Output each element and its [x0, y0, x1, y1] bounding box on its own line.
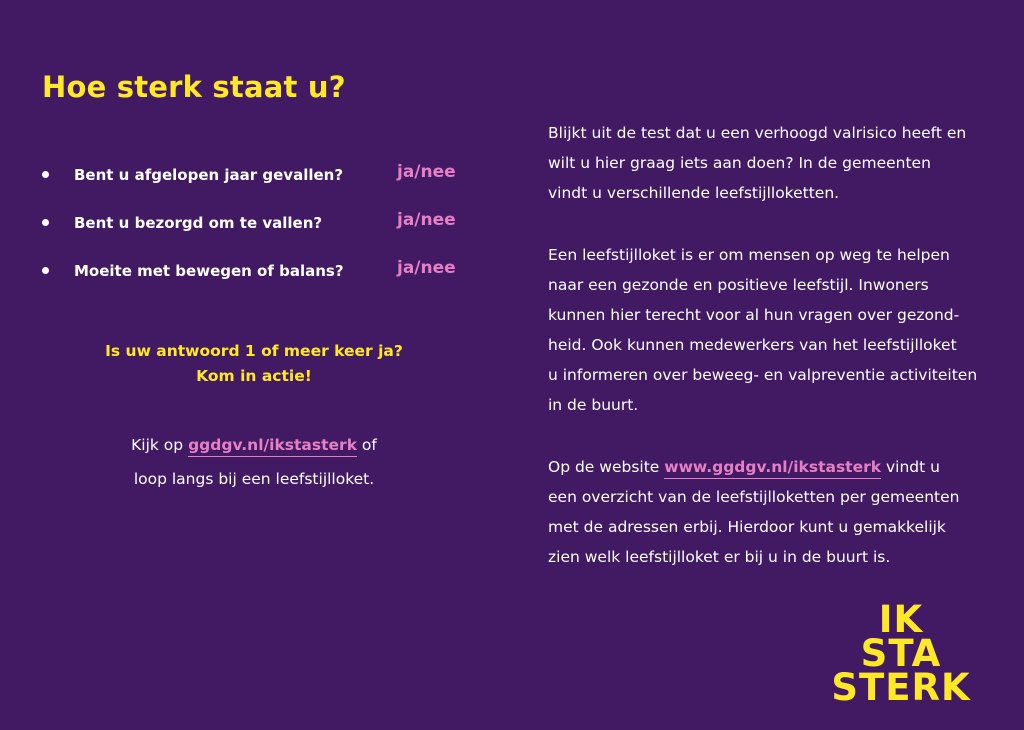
- paragraph-line: Blijkt uit de test dat u een verhoogd valrisico heeft en: [548, 124, 967, 142]
- logo-line: IK: [878, 598, 924, 641]
- page-title: Hoe sterk staat u?: [42, 70, 346, 104]
- website-prefix: Op de website: [548, 458, 665, 476]
- answer-option: ja/nee: [397, 210, 456, 230]
- paragraph-line: wilt u hier graag iets aan doen? In de gemeenten: [548, 154, 931, 172]
- website-link[interactable]: ggdgv.nl/ikstasterk: [188, 436, 357, 457]
- bullet-icon: [42, 171, 49, 178]
- bullet-icon: [42, 219, 49, 226]
- website-hint-prefix: Kijk op: [131, 436, 189, 454]
- question-item: [42, 162, 472, 190]
- paragraph-line: Een leefstijlloket is er om mensen op weg te helpen: [548, 246, 950, 264]
- logo-line: STA: [860, 632, 942, 675]
- website-hint-suffix: of: [357, 436, 377, 454]
- question-text: Bent u bezorgd om te vallen?: [74, 214, 323, 232]
- paragraph-line: een overzicht van de leefstijlloketten per gemeenten: [548, 488, 960, 506]
- paragraph-line: in de buurt.: [548, 396, 639, 414]
- paragraph-line: met de adressen erbij. Hierdoor kunt u gemakkelijk: [548, 518, 946, 536]
- paragraph-website: [548, 452, 1008, 572]
- paragraph-line: kunnen hier terecht voor al hun vragen over gezond-: [548, 306, 960, 324]
- paragraph-line: vindt u verschillende leefstijlloketten.: [548, 184, 840, 202]
- paragraph-line: zien welk leefstijlloket er bij u in de buurt is.: [548, 548, 891, 566]
- callout-question: Is uw antwoord 1 of meer keer ja?: [105, 342, 403, 360]
- answer-option: ja/nee: [397, 258, 456, 278]
- paragraph-leefstijlloket: [548, 240, 1008, 420]
- question-item: [42, 210, 472, 238]
- website-suffix: vindt u: [881, 458, 940, 476]
- paragraph-line: [548, 452, 1008, 482]
- question-item: [42, 258, 472, 286]
- logo-line: STERK: [831, 666, 971, 709]
- bullet-icon: [42, 267, 49, 274]
- question-text: Moeite met bewegen of balans?: [74, 262, 344, 280]
- paragraph-line: heid. Ook kunnen medewerkers van het leefstijlloket: [548, 336, 957, 354]
- question-text: Bent u afgelopen jaar gevallen?: [74, 166, 344, 184]
- visit-hint: loop langs bij een leefstijlloket.: [133, 470, 375, 488]
- answer-option: ja/nee: [397, 162, 456, 182]
- ik-sta-sterk-logo: [826, 598, 976, 709]
- website-link-full[interactable]: www.ggdgv.nl/ikstasterk: [664, 458, 881, 479]
- paragraph-line: naar een gezonde en positieve leefstijl. Inwoners: [548, 276, 929, 294]
- paragraph-line: u informeren over beweeg- en valpreventie activiteiten: [548, 366, 978, 384]
- website-hint: [42, 436, 466, 454]
- paragraph-intro: [548, 118, 1008, 208]
- callout-action: Kom in actie!: [196, 367, 312, 385]
